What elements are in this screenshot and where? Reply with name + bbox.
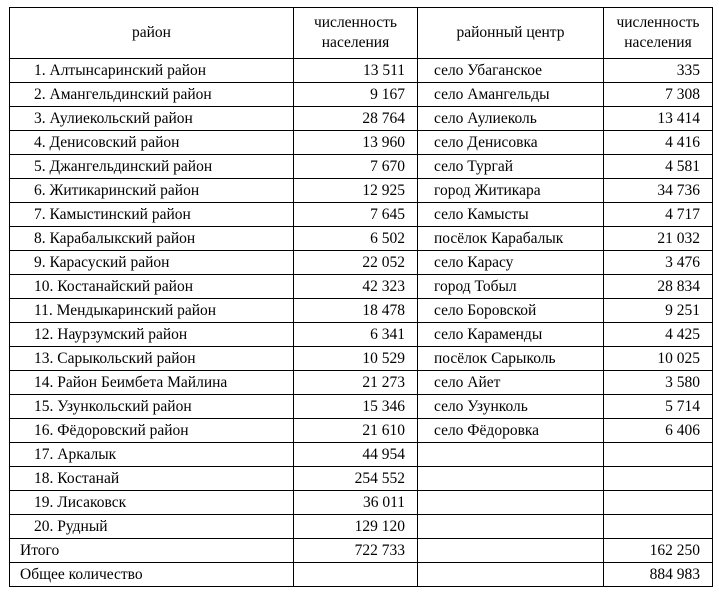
- center-population: 3 476: [604, 251, 713, 275]
- district-population: 18 478: [294, 299, 418, 323]
- grand-total-label: Общее количество: [10, 563, 294, 587]
- district-center: село Караменды: [418, 323, 604, 347]
- table-row: [10, 467, 713, 491]
- district-population: 12 925: [294, 179, 418, 203]
- table-row: [10, 443, 713, 467]
- totals-center-population: 162 250: [604, 539, 713, 563]
- header-district: район: [10, 8, 294, 59]
- center-population: 13 414: [604, 107, 713, 131]
- district-name: 8. Карабалыкский район: [10, 227, 294, 251]
- center-population: 3 580: [604, 371, 713, 395]
- header-center: районный центр: [418, 8, 604, 59]
- table-row: [10, 251, 713, 275]
- header-center-population: численность населения: [604, 8, 713, 59]
- center-population: 21 032: [604, 227, 713, 251]
- district-center: село Камысты: [418, 203, 604, 227]
- district-center: село Тургай: [418, 155, 604, 179]
- district-name: 1. Алтынсаринский район: [10, 59, 294, 83]
- district-center: посёлок Сарыколь: [418, 347, 604, 371]
- district-center: село Аулиеколь: [418, 107, 604, 131]
- grand-total-row: [10, 563, 713, 587]
- district-population: 7 670: [294, 155, 418, 179]
- district-center: село Убаганское: [418, 59, 604, 83]
- district-center: [418, 467, 604, 491]
- district-name: 4. Денисовский район: [10, 131, 294, 155]
- district-name: 12. Наурзумский район: [10, 323, 294, 347]
- district-population: 22 052: [294, 251, 418, 275]
- table-row: [10, 131, 713, 155]
- district-population: 254 552: [294, 467, 418, 491]
- district-name: 19. Лисаковск: [10, 491, 294, 515]
- district-center: село Карасу: [418, 251, 604, 275]
- center-population: 7 308: [604, 83, 713, 107]
- district-name: 5. Джангельдинский район: [10, 155, 294, 179]
- header-row: [10, 8, 713, 59]
- center-population: 4 425: [604, 323, 713, 347]
- table-row: [10, 203, 713, 227]
- center-population: 335: [604, 59, 713, 83]
- center-population: [604, 491, 713, 515]
- district-population: 13 511: [294, 59, 418, 83]
- district-name: 17. Аркалык: [10, 443, 294, 467]
- header-population: численность населения: [294, 8, 418, 59]
- district-population: 21 610: [294, 419, 418, 443]
- totals-row: [10, 539, 713, 563]
- district-center: село Боровской: [418, 299, 604, 323]
- grand-total-value: 884 983: [604, 563, 713, 587]
- district-population: 9 167: [294, 83, 418, 107]
- totals-label: Итого: [10, 539, 294, 563]
- district-name: 9. Карасуский район: [10, 251, 294, 275]
- center-population: 4 581: [604, 155, 713, 179]
- table-row: [10, 491, 713, 515]
- table-row: [10, 347, 713, 371]
- district-name: 2. Амангельдинский район: [10, 83, 294, 107]
- district-population: 21 273: [294, 371, 418, 395]
- district-name: 3. Аулиекольский район: [10, 107, 294, 131]
- district-name: 11. Мендыкаринский район: [10, 299, 294, 323]
- center-population: 4 416: [604, 131, 713, 155]
- table-body: [10, 59, 713, 539]
- district-name: 13. Сарыкольский район: [10, 347, 294, 371]
- district-population: 15 346: [294, 395, 418, 419]
- table-row: [10, 107, 713, 131]
- district-population: 10 529: [294, 347, 418, 371]
- center-population: 4 717: [604, 203, 713, 227]
- district-name: 10. Костанайский район: [10, 275, 294, 299]
- district-name: 15. Узункольский район: [10, 395, 294, 419]
- table-row: [10, 299, 713, 323]
- center-population: 9 251: [604, 299, 713, 323]
- district-center: село Айет: [418, 371, 604, 395]
- center-population: [604, 515, 713, 539]
- center-population: 10 025: [604, 347, 713, 371]
- center-population: 6 406: [604, 419, 713, 443]
- district-center: [418, 443, 604, 467]
- district-center: село Амангельды: [418, 83, 604, 107]
- table-row: [10, 59, 713, 83]
- district-population: 129 120: [294, 515, 418, 539]
- district-population: 13 960: [294, 131, 418, 155]
- table-row: [10, 395, 713, 419]
- table-row: [10, 179, 713, 203]
- district-center: город Тобыл: [418, 275, 604, 299]
- center-population: 28 834: [604, 275, 713, 299]
- table-row: [10, 323, 713, 347]
- totals-population: 722 733: [294, 539, 418, 563]
- district-population: 36 011: [294, 491, 418, 515]
- population-table: [9, 7, 713, 587]
- district-center: село Денисовка: [418, 131, 604, 155]
- district-center: село Узунколь: [418, 395, 604, 419]
- grand-total-population-empty: [294, 563, 418, 587]
- district-center: село Фёдоровка: [418, 419, 604, 443]
- district-center: [418, 515, 604, 539]
- district-name: 14. Район Беимбета Майлина: [10, 371, 294, 395]
- district-population: 28 764: [294, 107, 418, 131]
- center-population: [604, 467, 713, 491]
- table-row: [10, 227, 713, 251]
- district-population: 6 341: [294, 323, 418, 347]
- district-center: город Житикара: [418, 179, 604, 203]
- totals-center-empty: [418, 539, 604, 563]
- table-row: [10, 371, 713, 395]
- district-name: 16. Фёдоровский район: [10, 419, 294, 443]
- grand-total-center-empty: [418, 563, 604, 587]
- center-population: [604, 443, 713, 467]
- table-row: [10, 275, 713, 299]
- table-row: [10, 155, 713, 179]
- center-population: 5 714: [604, 395, 713, 419]
- district-name: 6. Житикаринский район: [10, 179, 294, 203]
- district-population: 42 323: [294, 275, 418, 299]
- district-population: 6 502: [294, 227, 418, 251]
- district-population: 44 954: [294, 443, 418, 467]
- district-name: 18. Костанай: [10, 467, 294, 491]
- district-population: 7 645: [294, 203, 418, 227]
- table-row: [10, 419, 713, 443]
- district-name: 20. Рудный: [10, 515, 294, 539]
- district-center: посёлок Карабалык: [418, 227, 604, 251]
- table-row: [10, 83, 713, 107]
- district-name: 7. Камыстинский район: [10, 203, 294, 227]
- table-row: [10, 515, 713, 539]
- center-population: 34 736: [604, 179, 713, 203]
- district-center: [418, 491, 604, 515]
